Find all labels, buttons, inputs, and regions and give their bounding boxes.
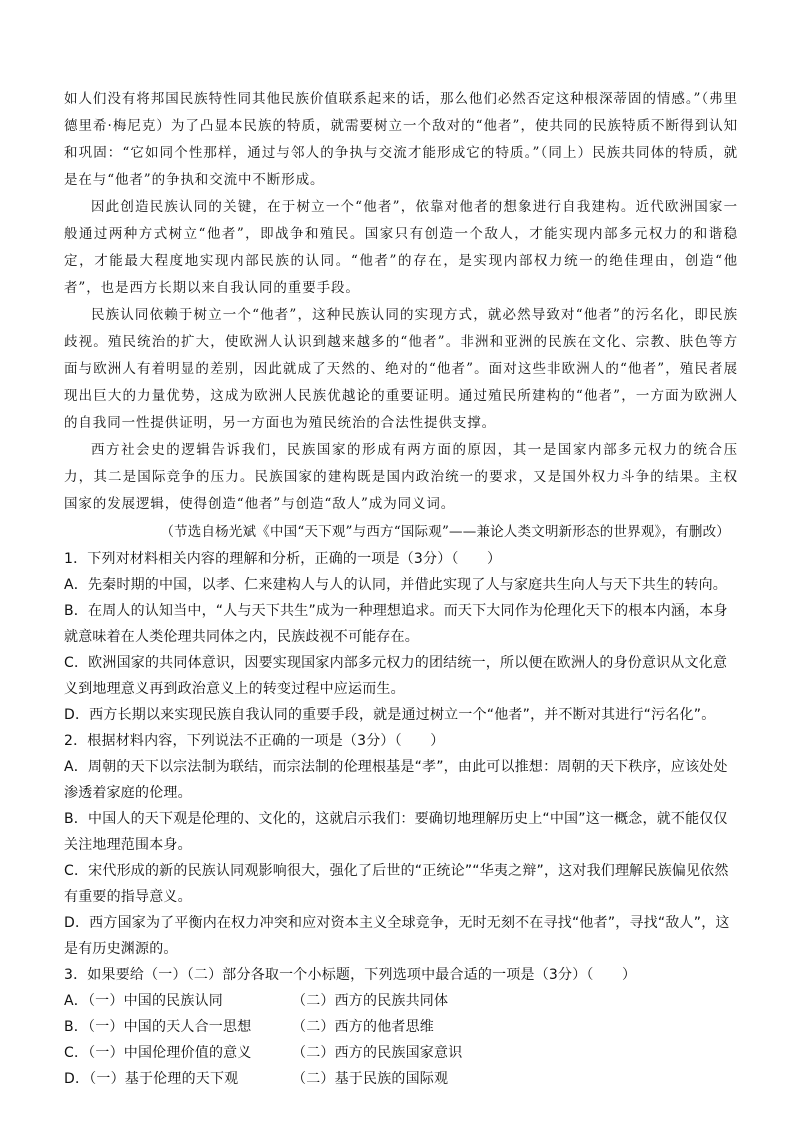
option-a: A．先秦时期的中国，以孝、仁来建构人与人的认同，并借此实现了人与家庭共生向人与天下共生的转向。 <box>64 577 727 593</box>
option-d <box>64 1066 738 1092</box>
passage-paragraph-4: 西方社会史的逻辑告诉我们，民族国家的形成有两方面的原因，其一是国家内部多元权力的统合压力，其二是国际竞争的压力。民族国家的建构既是国内政治统一的要求，又是国外权力斗争的结果。主权国家的发展逻辑，使得创造“他者”与创造“敌人”成为同义词。 <box>64 442 738 512</box>
question-1 <box>64 546 738 728</box>
passage-paragraph-2: 因此创造民族认同的关键，在于树立一个“他者”，依靠对他者的想象进行自我建构。近代欧洲国家一般通过两种方式树立“他者”，即战争和殖民。国家只有创造一个敌人，才能实现内部多元权力的和谐稳定，才能最大程度地实现内部民族的认同。“他者”的存在，是实现内部权力统一的绝佳理由，创造“他者”，也是西方长期以来自我认同的重要手段。 <box>64 199 738 296</box>
passage-paragraph-1: 如人们没有将邦国民族特性同其他民族价值联系起来的话，那么他们必然否定这种根深蒂固的情感。”（弗里德里希·梅尼克）为了凸显本民族的特质，就需要树立一个敌对的“他者”，使共同的民族特质不断得到认知和巩固：“它如同个性那样，通过与邻人的争执与交流才能形成它的特质。”（同上）民族共同体的特质，就是在与“他者”的争执和交流中不断形成。 <box>64 91 738 188</box>
question-list <box>64 546 738 1092</box>
option-a: A．周朝的天下以宗法制为联结，而宗法制的伦理根基是“孝”，由此可以推想：周朝的天下秩序，应该处处渗透着家庭的伦理。 <box>64 759 728 801</box>
option-b: B．在周人的认知当中，“人与天下共生”成为一种理想追求。而天下大同作为伦理化天下的根本内涵，本身就意味着在人类伦理共同体之内，民族歧视不可能存在。 <box>64 603 728 645</box>
option-b <box>64 1014 738 1040</box>
option-part-2: （二）西方的民族共同体 <box>292 993 449 1009</box>
question-stem: 3．如果要给（一）（二）部分各取一个小标题，下列选项中最合适的一项是（3分）（ ） <box>64 967 637 983</box>
option-part-2: （二）西方的他者思维 <box>292 1019 434 1035</box>
reading-passage <box>64 86 738 518</box>
question-stem: 2．根据材料内容，下列说法不正确的一项是（3分）（ ） <box>64 733 445 749</box>
option-part-1: D．（一）基于伦理的天下观 <box>64 1071 239 1087</box>
question-3 <box>64 962 738 1092</box>
option-c <box>64 1040 738 1066</box>
question-2 <box>64 728 738 962</box>
option-c: C．欧洲国家的共同体意识，因要实现国家内部多元权力的团结统一，所以便在欧洲人的身份意识从文化意义到地理意义再到政治意义上的转变过程中应运而生。 <box>64 655 728 697</box>
option-part-1: B．（一）中国的天人合一思想 <box>64 1019 252 1035</box>
option-part-1: C．（一）中国伦理价值的意义 <box>64 1045 252 1061</box>
option-b: B．中国人的天下观是伦理的、文化的，这就启示我们：要确切地理解历史上“中国”这一概念，就不能仅仅关注地理范围本身。 <box>64 811 728 853</box>
option-part-2: （二）西方的民族国家意识 <box>292 1045 463 1061</box>
passage-paragraph-3: 民族认同依赖于树立一个“他者”，这种民族认同的实现方式，就必然导致对“他者”的污名化，即民族歧视。殖民统治的扩大，使欧洲人认识到越来越多的“他者”。非洲和亚洲的民族在文化、宗教、肤色等方面与欧洲人有着明显的差别，因此就成了天然的、绝对的“他者”。面对这些非欧洲人的“他者”，殖民者展现出巨大的力量优势，这成为欧洲人民族优越论的重要证明。通过殖民所建构的“他者”，一方面为欧洲人的自我同一性提供证明，另一方面也为殖民统治的合法性提供支撑。 <box>64 307 738 431</box>
option-d: D．西方长期以来实现民族自我认同的重要手段，就是通过树立一个“他者”，并不断对其进行“污名化”。 <box>64 707 716 723</box>
option-a <box>64 988 738 1014</box>
option-d: D．西方国家为了平衡内在权力冲突和应对资本主义全球竞争，无时无刻不在寻找“他者”，寻找“敌人”，这是有历史渊源的。 <box>64 915 730 957</box>
option-part-1: A．（一）中国的民族认同 <box>64 993 223 1009</box>
option-c: C．宋代形成的新的民族认同观影响很大，强化了后世的“正统论”“华夷之辩”，这对我们理解民族偏见依然有重要的指导意义。 <box>64 863 729 905</box>
question-stem: 1．下列对材料相关内容的理解和分析，正确的一项是（3分）（ ） <box>64 551 502 567</box>
passage-source: （节选自杨光斌《中国“天下观”与西方“国际观”——兼论人类文明新形态的世界观》，有删改） <box>160 524 730 540</box>
option-part-2: （二）基于民族的国际观 <box>292 1071 449 1087</box>
